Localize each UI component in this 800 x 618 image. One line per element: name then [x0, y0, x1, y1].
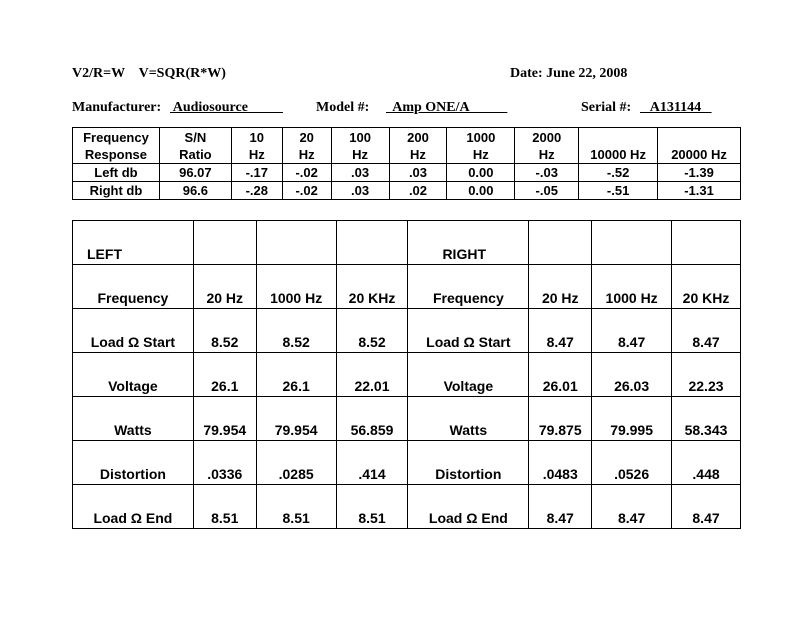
freq-header-cell: 2000 Hz: [515, 128, 579, 164]
freq-header-cell: 20 Hz: [282, 128, 331, 164]
table-cell: [256, 221, 336, 265]
table-cell: .414: [336, 441, 408, 485]
table-cell: 8.47: [672, 309, 741, 353]
table-cell: .0526: [592, 441, 672, 485]
table-cell: Watts: [73, 397, 194, 441]
table-cell: 79.954: [193, 397, 256, 441]
model-label: Model #:: [316, 100, 370, 115]
table-cell: 26.01: [529, 353, 592, 397]
title-row: [73, 221, 741, 265]
table-row: [73, 309, 741, 353]
left-channel-title: LEFT: [73, 221, 194, 265]
table-row: [73, 265, 741, 309]
freq-header-cell: S/N Ratio: [159, 128, 231, 164]
manufacturer-value: Audiosource: [170, 100, 283, 115]
table-cell: 8.47: [529, 309, 592, 353]
table-cell: 26.1: [256, 353, 336, 397]
table-cell: Load Ω End: [73, 485, 194, 529]
table-cell: 26.1: [193, 353, 256, 397]
table-cell: -1.31: [658, 182, 741, 200]
formula-text: V2/R=W V=SQR(R*W): [72, 66, 226, 81]
table-cell: Watts: [408, 397, 529, 441]
table-row: [73, 353, 741, 397]
table-cell: 0.00: [447, 182, 515, 200]
table-cell: 58.343: [672, 397, 741, 441]
table-cell: 8.52: [193, 309, 256, 353]
table-row: [73, 441, 741, 485]
table-cell: 56.859: [336, 397, 408, 441]
serial-label: Serial #:: [581, 100, 632, 115]
table-cell: 20 Hz: [529, 265, 592, 309]
table-cell: .03: [389, 164, 447, 182]
table-cell: [592, 221, 672, 265]
freq-header-cell: 10 Hz: [231, 128, 282, 164]
table-cell: .0483: [529, 441, 592, 485]
table-cell: .0336: [193, 441, 256, 485]
table-cell: 22.01: [336, 353, 408, 397]
table-cell: Frequency: [73, 265, 194, 309]
manufacturer-label: Manufacturer:: [72, 100, 162, 115]
model-value: Amp ONE/A: [386, 100, 508, 115]
table-cell: .03: [331, 164, 389, 182]
freq-row-left: [73, 164, 741, 182]
freq-header-cell: Frequency Response: [73, 128, 160, 164]
table-cell: Right db: [73, 182, 160, 200]
table-cell: 0.00: [447, 164, 515, 182]
table-cell: 8.51: [256, 485, 336, 529]
freq-header-cell: 10000 Hz: [579, 128, 658, 164]
table-cell: 96.07: [159, 164, 231, 182]
table-cell: [529, 221, 592, 265]
table-cell: 79.954: [256, 397, 336, 441]
table-row: [73, 485, 741, 529]
table-cell: Left db: [73, 164, 160, 182]
table-cell: 20 KHz: [336, 265, 408, 309]
table-cell: Load Ω End: [408, 485, 529, 529]
table-cell: 8.47: [672, 485, 741, 529]
table-cell: 20 Hz: [193, 265, 256, 309]
table-cell: 8.51: [336, 485, 408, 529]
table-cell: .02: [389, 182, 447, 200]
table-cell: 22.23: [672, 353, 741, 397]
frequency-response-table: [72, 127, 741, 200]
table-cell: Voltage: [408, 353, 529, 397]
table-cell: 8.51: [193, 485, 256, 529]
table-cell: -.52: [579, 164, 658, 182]
table-cell: [336, 221, 408, 265]
table-cell: -.51: [579, 182, 658, 200]
freq-row-right: [73, 182, 741, 200]
table-cell: 26.03: [592, 353, 672, 397]
table-cell: Load Ω Start: [73, 309, 194, 353]
table-cell: -.02: [282, 164, 331, 182]
table-cell: Voltage: [73, 353, 194, 397]
table-cell: [193, 221, 256, 265]
table-cell: 79.875: [529, 397, 592, 441]
table-cell: -.02: [282, 182, 331, 200]
table-cell: 8.47: [592, 485, 672, 529]
table-cell: .0285: [256, 441, 336, 485]
table-cell: 96.6: [159, 182, 231, 200]
table-cell: .03: [331, 182, 389, 200]
right-channel-title: RIGHT: [408, 221, 529, 265]
freq-header-cell: 200 Hz: [389, 128, 447, 164]
freq-header-cell: 1000 Hz: [447, 128, 515, 164]
table-cell: -.17: [231, 164, 282, 182]
table-cell: Distortion: [408, 441, 529, 485]
table-cell: .448: [672, 441, 741, 485]
table-cell: 1000 Hz: [256, 265, 336, 309]
serial-value: A131144: [640, 100, 712, 115]
date-text: Date: June 22, 2008: [510, 66, 628, 81]
table-cell: Frequency: [408, 265, 529, 309]
table-cell: 1000 Hz: [592, 265, 672, 309]
freq-header-cell: 20000 Hz: [658, 128, 741, 164]
table-cell: -.05: [515, 182, 579, 200]
table-cell: 8.47: [529, 485, 592, 529]
table-cell: -1.39: [658, 164, 741, 182]
table-cell: Distortion: [73, 441, 194, 485]
table-cell: -.28: [231, 182, 282, 200]
table-cell: 79.995: [592, 397, 672, 441]
table-cell: 8.47: [592, 309, 672, 353]
table-row: [73, 397, 741, 441]
table-cell: [672, 221, 741, 265]
load-power-table: [72, 220, 741, 529]
table-cell: Load Ω Start: [408, 309, 529, 353]
freq-header-cell: 100 Hz: [331, 128, 389, 164]
freq-header-row: [73, 128, 741, 164]
table-cell: -.03: [515, 164, 579, 182]
table-cell: 8.52: [256, 309, 336, 353]
table-cell: 8.52: [336, 309, 408, 353]
table-cell: 20 KHz: [672, 265, 741, 309]
